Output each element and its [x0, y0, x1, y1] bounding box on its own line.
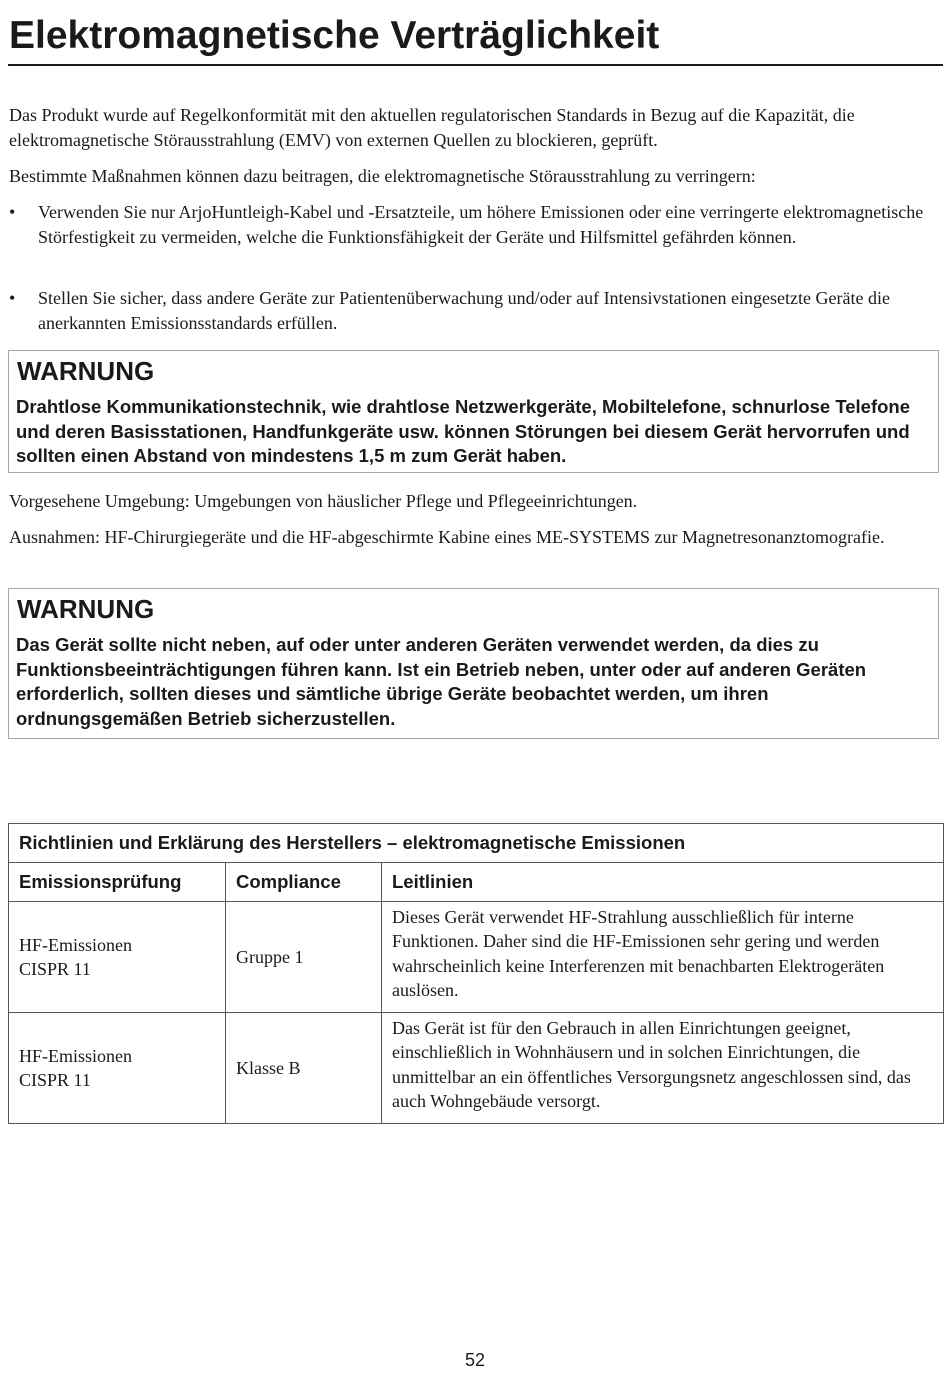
emissions-table [8, 823, 944, 1124]
emission-test-cell [9, 1013, 226, 1124]
warning-box [8, 588, 939, 739]
warning-heading: WARNUNG [17, 594, 155, 624]
list-item-text: Verwenden Sie nur ArjoHuntleigh-Kabel und -Ersatzteile, um höhere Emissionen oder eine verringerte elektromagnetische Störfestigkeit zu vermeiden, welche die Funktionsfähigkeit der Geräte und Hilfsmittel gefährden können. [38, 202, 924, 247]
warning-text: Drahtlose Kommunikationstechnik, wie drahtlose Netzwerkgeräte, Mobiltelefone, schnurlose Telefone und deren Basisstationen, Handfunkgeräte usw. können Störungen bei diesem Gerät hervorrufen und sollten einen Abstand von mindestens 1,5 m zum Gerät haben. [16, 396, 911, 466]
column-header: Emissionsprüfung [9, 863, 226, 902]
page-number: 52 [464, 1350, 486, 1370]
emission-test-cell [9, 902, 226, 1013]
warning-box [8, 350, 939, 473]
warning-text: Das Gerät sollte nicht neben, auf oder unter anderen Geräten verwendet werden, da dies zu Funktionsbeeinträchtigungen führen kann. Ist ein Betrieb neben, unter oder auf anderen Geräten erforderlich, sollten dieses und sämtliche übrige Geräte beobachtet werden, um ihren ordnungsgemäßen Betrieb sicherzustellen. [16, 634, 867, 729]
page-title: Elektromagnetische Verträglichkeit [9, 14, 660, 57]
column-header: Compliance [226, 863, 382, 902]
emission-test-name: HF-Emissionen [19, 934, 133, 955]
compliance-cell: Gruppe 1 [226, 902, 382, 1013]
table-row [9, 902, 944, 1013]
emission-test-name: HF-Emissionen [19, 1045, 133, 1066]
exceptions-text: Ausnahmen: HF-Chirurgiegeräte und die HF-abgeschirmte Kabine eines ME-SYSTEMS zur Magnetresonanztomografie. [9, 527, 885, 547]
guidance-cell: Das Gerät ist für den Gebrauch in allen Einrichtungen geeignet, einschließlich in Wohnhäusern und in solchen Einrichtungen, die unmittelbar an ein öffentliches Versorgungsnetz angeschlossen sind, das auch Wohngebäude versorgt. [382, 1013, 944, 1124]
bullet-icon: • [9, 288, 16, 308]
table-header-row [9, 863, 944, 902]
environment-text: Vorgesehene Umgebung: Umgebungen von häuslicher Pflege und Pflegeeinrichtungen. [9, 491, 638, 511]
column-header: Leitlinien [382, 863, 944, 902]
intro-paragraph: Das Produkt wurde auf Regelkonformität mit den aktuellen regulatorischen Standards in Bezug auf die Kapazität, die elektromagnetische Störausstrahlung (EMV) von externen Quellen zu blockieren, geprüft. [9, 105, 855, 150]
emission-test-standard: CISPR 11 [19, 959, 91, 979]
measures-paragraph: Bestimmte Maßnahmen können dazu beitragen, die elektromagnetische Störausstrahlung zu verringern: [9, 166, 756, 186]
table-caption-row [9, 824, 944, 863]
table-caption: Richtlinien und Erklärung des Herstellers – elektromagnetische Emissionen [9, 824, 944, 863]
compliance-cell: Klasse B [226, 1013, 382, 1124]
title-divider [8, 64, 943, 66]
emission-test-standard: CISPR 11 [19, 1070, 91, 1090]
warning-heading: WARNUNG [17, 356, 155, 386]
list-item-text: Stellen Sie sicher, dass andere Geräte zur Patientenüberwachung und/oder auf Intensivstationen eingesetzte Geräte die anerkannten Emissionsstandards erfüllen. [38, 288, 890, 333]
guidance-cell: Dieses Gerät verwendet HF-Strahlung ausschließlich für interne Funktionen. Daher sind die HF-Emissionen sehr gering und werden wahrscheinlich keine Interferenzen mit benachbarten Elektrogeräten auslösen. [382, 902, 944, 1013]
bullet-icon: • [9, 202, 16, 222]
table-row [9, 1013, 944, 1124]
